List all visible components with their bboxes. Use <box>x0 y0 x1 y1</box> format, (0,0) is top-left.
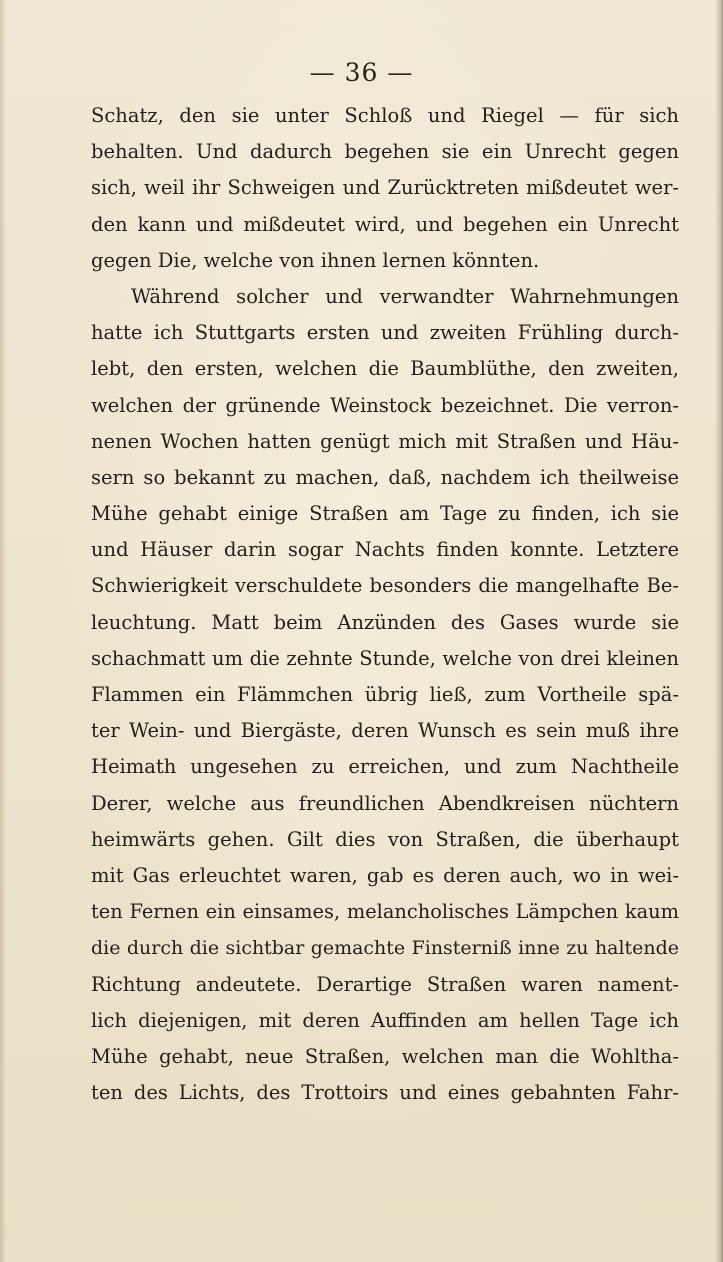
text-line: ten Fernen ein einsames, melancholisches Lämpchen kaum <box>91 900 679 924</box>
text-line: die durch die sichtbar gemachte Finsterniß inne zu haltende <box>91 937 679 960</box>
text-line: sich, weil ihr Schweigen und Zurücktreten mißdeutet wer- <box>91 176 679 200</box>
text-line: ter Wein- und Biergäste, deren Wunsch es sein muß ihre <box>91 719 679 743</box>
text-line: welchen der grünende Weinstock bezeichnet. Die verron- <box>91 393 679 417</box>
paragraph-1 <box>91 98 679 279</box>
text-line: leuchtung. Matt beim Anzünden des Gases wurde sie <box>91 610 679 634</box>
body-text <box>91 98 679 1111</box>
text-line: behalten. Und dadurch begehen sie ein Unrecht gegen <box>91 140 679 164</box>
text-line: sern so bekannt zu machen, daß, nachdem ich theilweise <box>91 465 679 489</box>
paragraph-2 <box>91 279 679 1111</box>
text-line: hatte ich Stuttgarts ersten und zweiten Frühling durch- <box>91 321 679 345</box>
text-line: Mühe gehabt, neue Straßen, welchen man die Wohltha- <box>91 1044 679 1068</box>
text-line: lebt, den ersten, welchen die Baumblüthe, den zweiten, <box>91 357 679 381</box>
text-line: heimwärts gehen. Gilt dies von Straßen, die überhaupt <box>91 827 679 851</box>
text-line: mit Gas erleuchtet waren, gab es deren auch, wo in wei- <box>91 863 679 887</box>
page-right-edge-shadow <box>715 0 723 1262</box>
text-line: Während solcher und verwandter Wahrnehmungen <box>131 284 679 308</box>
text-line: gegen Die, welche von ihnen lernen könnten. <box>91 248 540 272</box>
text-line: Heimath ungesehen zu erreichen, und zum Nachtheile <box>91 755 679 779</box>
text-line: ten des Lichts, des Trottoirs und eines gebahnten Fahr- <box>91 1081 679 1105</box>
page-left-edge-shadow <box>0 0 6 1262</box>
text-line: Flammen ein Flämmchen übrig ließ, zum Vortheile spä- <box>91 683 679 706</box>
text-line: nenen Wochen hatten genügt mich mit Straßen und Häu- <box>91 429 679 453</box>
page-number: — 36 — <box>309 58 414 87</box>
text-line: schachmatt um die zehnte Stunde, welche von drei kleinen <box>91 646 679 670</box>
text-line: Schatz, den sie unter Schloß und Riegel — für sich <box>91 104 679 127</box>
text-line: Derer, welche aus freundlichen Abendkreisen nüchtern <box>91 791 679 815</box>
text-line: lich diejenigen, mit deren Auffinden am hellen Tage ich <box>91 1008 679 1032</box>
text-line: Schwierigkeit verschuldete besonders die mangelhafte Be- <box>91 574 679 598</box>
text-line: und Häuser darin sogar Nachts finden konnte. Letztere <box>91 538 679 562</box>
text-line: den kann und mißdeutet wird, und begehen ein Unrecht <box>91 212 679 236</box>
text-line: Mühe gehabt einige Straßen am Tage zu finden, ich sie <box>91 502 679 526</box>
text-line: Richtung andeutete. Derartige Straßen waren nament- <box>91 972 679 996</box>
